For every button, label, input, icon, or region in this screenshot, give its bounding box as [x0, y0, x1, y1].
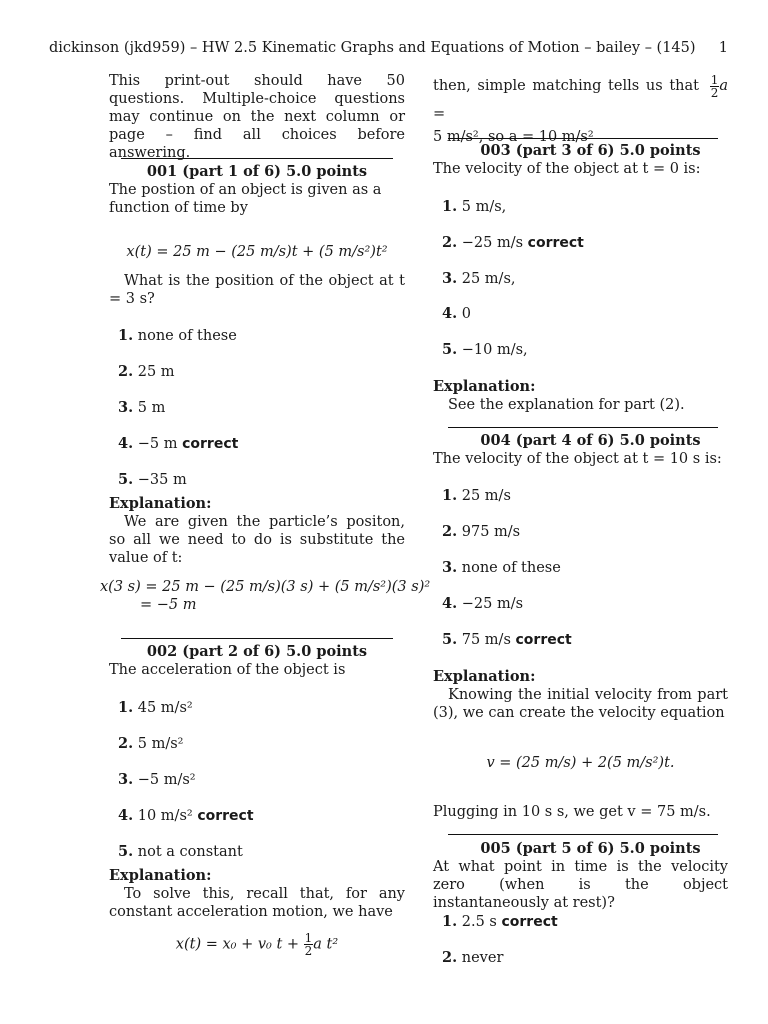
q004-divider	[448, 427, 718, 428]
question-prompt: The velocity of the object at t = 0 is:	[433, 161, 701, 177]
q004-choice-2[interactable]: 2. 975 m/s	[442, 523, 521, 540]
page-header	[0, 40, 728, 56]
q004-choice-5[interactable]: 5. 75 m/s correct	[442, 631, 572, 648]
correct-marker: correct	[182, 436, 239, 452]
q004-explanation: Explanation: Knowing the initial velocity from part (3), we can create the velocity equation	[433, 668, 728, 721]
q003-explanation: Explanation: See the explanation for part (2).	[433, 378, 685, 413]
q005-divider	[448, 834, 718, 835]
q002-choice-2[interactable]: 2. 5 m/s²	[118, 735, 184, 752]
correct-marker: correct	[527, 235, 584, 251]
question-001	[109, 158, 405, 217]
question-heading: 003 (part 3 of 6) 5.0 points	[480, 142, 701, 159]
question-002	[109, 638, 405, 679]
correct-marker: correct	[501, 914, 558, 930]
q003-choice-2[interactable]: 2. −25 m/s correct	[442, 234, 584, 251]
section-divider	[121, 638, 393, 639]
q003-choice-5[interactable]: 5. −10 m/s,	[442, 341, 528, 358]
correct-marker: correct	[197, 808, 254, 824]
question-prompt: At what point in time is the velocity zero (when is the object instantaneously at rest)?	[433, 859, 728, 911]
question-003	[433, 142, 728, 178]
q001-question: What is the position of the object at t = 3 s?	[109, 273, 405, 307]
q002-equation: x(t) = x₀ + v₀ t + $\frac{1}{2}$ a t²	[175, 931, 339, 958]
q004-conclusion: Plugging in 10 s s, we get v = 75 m/s.	[433, 804, 711, 820]
q003-choice-4[interactable]: 4. 0	[442, 305, 471, 322]
q004-choice-4[interactable]: 4. −25 m/s	[442, 595, 524, 612]
question-heading: 005 (part 5 of 6) 5.0 points	[480, 840, 701, 857]
question-heading: 002 (part 2 of 6) 5.0 points	[146, 643, 368, 660]
q003-divider	[448, 138, 718, 139]
question-prompt: The velocity of the object at t = 10 s is:	[433, 451, 722, 467]
q001-calculation: x(3 s) = 25 m − (25 m/s)(3 s) + (5 m/s²)(3 s)² = −5 m	[100, 579, 431, 613]
q003-choice-1[interactable]: 1. 5 m/s,	[442, 198, 507, 215]
question-prompt: The acceleration of the object is	[109, 662, 346, 678]
question-prompt: The postion of an object is given as a function of time by	[109, 182, 382, 216]
header-title: dickinson (jkd959) – HW 2.5 Kinematic Graphs and Equations of Motion – bailey – (145)	[48, 40, 696, 56]
section-divider	[121, 158, 393, 159]
q002-choice-5[interactable]: 5. not a constant	[118, 843, 243, 860]
q002-choice-4[interactable]: 4. 10 m/s² correct	[118, 807, 254, 824]
q004-choice-3[interactable]: 3. none of these	[442, 559, 561, 576]
question-004	[433, 432, 728, 468]
q001-choice-4[interactable]: 4. −5 m correct	[118, 435, 239, 452]
q001-choice-5[interactable]: 5. −35 m	[118, 471, 187, 488]
question-heading: 004 (part 4 of 6) 5.0 points	[480, 432, 701, 449]
question-heading: 001 (part 1 of 6) 5.0 points	[146, 163, 368, 180]
q005-choice-1[interactable]: 1. 2.5 s correct	[442, 913, 558, 930]
intro-text: This print-out should have 50 questions. Multiple-choice questions may continue on the next column or page – find all choices before answering.	[109, 73, 405, 161]
q002-explanation: Explanation: To solve this, recall that, for any constant acceleration motion, we have	[109, 867, 405, 920]
q001-equation: x(t) = 25 m − (25 m/s)t + (5 m/s²)t²	[126, 244, 388, 260]
question-005	[433, 840, 728, 912]
q001-choice-3[interactable]: 3. 5 m	[118, 399, 166, 416]
q003-choice-3[interactable]: 3. 25 m/s,	[442, 270, 516, 287]
page-number: 1	[718, 40, 728, 56]
q004-equation: v = (25 m/s) + 2(5 m/s²)t.	[486, 755, 675, 771]
q001-explanation: Explanation: We are given the particle’s positon, so all we need to do is substitute the value of t:	[109, 495, 405, 566]
q002-continuation: then, simple matching tells us that $\frac{1}{2}$ a = 5 m/s², so a = 10 m/s²	[433, 72, 728, 145]
q005-choice-2[interactable]: 2. never	[442, 949, 504, 966]
correct-marker: correct	[515, 632, 572, 648]
q002-choice-3[interactable]: 3. −5 m/s²	[118, 771, 196, 788]
q004-choice-1[interactable]: 1. 25 m/s	[442, 487, 511, 504]
q002-choice-1[interactable]: 1. 45 m/s²	[118, 699, 193, 716]
q001-choice-1[interactable]: 1. none of these	[118, 327, 237, 344]
q001-choice-2[interactable]: 2. 25 m	[118, 363, 175, 380]
